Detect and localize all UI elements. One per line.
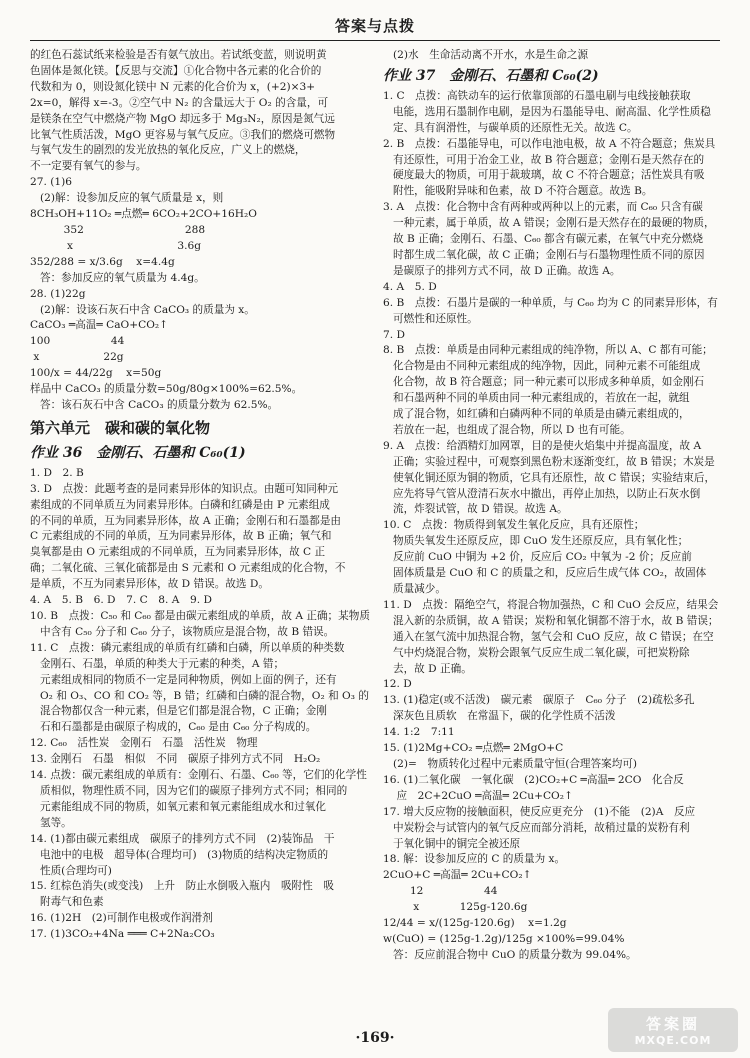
- header-title: 答案与点拨: [334, 16, 415, 35]
- text-line: 的不同的单质，互为同素异形体，故 A 正确；金刚石和石墨都是由: [30, 514, 342, 527]
- text-line: 性质(合理均可): [40, 864, 112, 877]
- equation-line: 12/44 = x/(125g-120.6g) x=1.2g: [383, 917, 567, 930]
- text-line: 反应前 CuO 中铜为 +2 价，反应后 CO₂ 中氧为 -2 价；反应前: [393, 551, 692, 564]
- equation-line: x 3.6g: [30, 239, 202, 252]
- page-header: [30, 10, 720, 41]
- equation-line: w(CuO) = (125g-1.2g)/125g ×100%=99.04%: [383, 932, 625, 945]
- text-line: 气中灼烧混合物，炭粉会跟氧气反应生成二氧化碳，可把炭粉除: [393, 646, 690, 659]
- text-line: 4. A 5. D: [383, 280, 437, 293]
- text-line: 电池中的电极 超导体(合理均可) (3)物质的结构决定物质的: [40, 848, 329, 861]
- text-line: 27. (1)6: [30, 176, 72, 189]
- text-line: 于氧化铜中的铜完全被还原: [393, 837, 521, 850]
- text-line: 12. D: [383, 678, 412, 691]
- text-line: 色固体是氮化镁。【反思与交流】①化合物中各元素的化合价的: [30, 64, 322, 77]
- text-line: 代数和为 0，则设氮化镁中 N 元素的化合价为 x，(+2)×3+: [30, 80, 316, 93]
- text-line: 12. C₆₀ 活性炭 金刚石 石墨 活性炭 物理: [30, 737, 258, 750]
- text-line: 2. B 点拨：石墨能导电，可以作电池电极，故 A 不符合题意；焦炭具: [383, 137, 716, 150]
- page-number: ·169·: [355, 1030, 395, 1046]
- text-line: 若放在一起，也组成了混合物，所以 D 也有可能。: [393, 423, 631, 436]
- text-line: 是碳原子的排列方式不同，故 D 正确。故选 A。: [393, 264, 621, 277]
- text-line: 13. (1)稳定(或不活泼) 碳元素 碳原子 C₆₀ 分子 (2)疏松多孔: [383, 694, 695, 707]
- text-line: 的红色石蕊试纸来检验是否有氨气放出。若试纸变蓝，则说明黄: [30, 49, 327, 61]
- text-line: 有还原性，可用于冶金工业，故 B 符合题意；金刚石是天然存在的: [393, 153, 705, 166]
- text-line: 臭氧都是由 O 元素组成的不同单质，互为同素异形体，故 C 正: [30, 546, 326, 559]
- text-line: 3. D 点拨：此题考查的是同素异形体的知识点。由题可知同种元: [30, 482, 338, 495]
- watermark-title: 答案圈: [645, 1015, 700, 1033]
- text-line: 比氧气性质活泼，MgO 更容易与氧气反应。③我们的燃烧可燃物: [30, 128, 336, 141]
- text-line: (2)水 生命活动离不开水，水是生命之源: [393, 49, 589, 61]
- text-line: 答：反应前混合物中 CuO 的质量分数为 99.04%。: [393, 948, 637, 961]
- equation-line: x 22g: [30, 351, 124, 364]
- text-line: 8. B 点拨：单质是由同种元素组成的纯净物，所以 A、C 都有可能；: [383, 344, 713, 357]
- equation-line: 应 2C+2CuO ═高温═ 2Cu+CO₂↑: [383, 789, 573, 802]
- text-line: 和石墨两种不同的单质由同一种元素组成的，若放在一起，就组: [393, 392, 690, 405]
- text-line: 10. C 点拨：物质得到氧发生氧化反应，具有还原性；: [383, 519, 645, 532]
- text-line: 化合物是由不同种元素组成的纯净物，因此，同种元素不可能组成: [393, 360, 701, 373]
- text-line: 元素组成相同的物质不一定是同种物质，例如上面的例子，还有: [40, 673, 337, 686]
- text-line: 成了混合物，如红磷和白磷两种不同的单质是由磷元素组成的，: [393, 408, 690, 421]
- text-line: 答：参加反应的氧气质量为 4.4g。: [40, 271, 205, 284]
- text-line: 14. 点拨：碳元素组成的单质有：金刚石、石墨、C₆₀ 等，它们的化学性: [30, 769, 367, 782]
- text-line: 可燃性和还原性。: [393, 312, 478, 325]
- text-line: 7. D: [383, 328, 405, 341]
- text-line: 附性，能吸附异味和色素，故 D 不符合题意。故选 B。: [393, 185, 653, 198]
- equation-line: 16. (1)二氧化碳 一氧化碳 (2)CO₂+C ═高温═ 2CO 化合反: [383, 773, 684, 786]
- equation-line: 2CuO+C ═高温═ 2Cu+CO₂↑: [383, 869, 532, 882]
- equation-line: 17. (1)3CO₂+4Na ═══ C+2Na₂CO₃: [30, 928, 215, 941]
- text-line: 确；二氧化硫、三氧化硫都是由 S 元素和 O 元素组成的化合物，不: [30, 562, 346, 575]
- equation-line: 100 44: [30, 335, 125, 348]
- text-line: 17. 增大反应物的接触面积，使反应更充分 (1)不能 (2)A 反应: [383, 805, 696, 818]
- text-line: 故 B 正确；金刚石、石墨、C₆₀ 都含有碳元素，在氧气中充分燃烧: [393, 233, 703, 246]
- equation-line: 352 288: [30, 223, 206, 236]
- site-watermark: [608, 1008, 738, 1052]
- text-line: 与氧气发生的剧烈的发光放热的氧化反应，广义上的燃烧，: [30, 144, 306, 157]
- equation-line: 样品中 CaCO₃ 的质量分数=50g/80g×100%=62.5%。: [30, 383, 303, 396]
- text-line: 答：该石灰石中含 CaCO₃ 的质量分数为 62.5%。: [40, 398, 279, 411]
- text-line: 混合物都仅含一种元素，但是它们都是混合物，C 正确；金刚: [40, 705, 327, 718]
- text-line: 通入在氢气流中加热混合物，氢气会和 CuO 反应，故 C 错误；在空: [393, 630, 714, 643]
- equation-line: 15. (1)2Mg+CO₂ ═点燃═ 2MgO+C: [383, 742, 564, 755]
- text-line: 素组成的不同单质互为同素异形体。白磷和红磷是由 P 元素组成: [30, 498, 330, 511]
- text-line: (2)解：设参加反应的氧气质量是 x，则: [40, 192, 224, 205]
- text-line: 混入新的杂质铜，故 A 错误；炭粉和氧化铜都不溶于水，故 B 错误；: [393, 614, 719, 627]
- text-line: 2x=0，解得 x=-3。②空气中 N₂ 的含量远大于 O₂ 的含量，可: [30, 96, 329, 109]
- text-line: 中含有 C₅₀ 分子和 C₆₀ 分子，该物质应是混合物，故 B 错误。: [40, 625, 335, 638]
- equation-line: x 125g-120.6g: [383, 901, 528, 914]
- text-line: 物质失氧发生还原反应，即 CuO 发生还原反应，具有氧化性；: [393, 535, 689, 548]
- text-line: 1. D 2. B: [30, 466, 84, 479]
- text-line: 28. (1)22g: [30, 287, 86, 300]
- equation-line: 8CH₃OH+11O₂ ═点燃═ 6CO₂+2CO+16H₂O: [30, 208, 257, 221]
- text-line: 10. B 点拨：C₅₀ 和 C₆₀ 都是由碳元素组成的单质，故 A 正确；某物质: [30, 610, 370, 622]
- text-line: 质量减少。: [393, 583, 446, 595]
- text-line: 4. A 5. B 6. D 7. C 8. A 9. D: [30, 594, 212, 607]
- text-line: 14. 1:2 7:11: [383, 726, 455, 739]
- text-line: (2)= 物质转化过程中元素质量守恒(合理答案均可): [393, 757, 638, 770]
- text-line: 1. C 点拨：高铁动车的运行依靠顶部的石墨电刷与电线接触获取: [383, 89, 691, 102]
- text-line: O₂ 和 O₃、CO 和 CO₂ 等，B 错；红磷和白磷的混合物，O₂ 和 O₃ 的: [40, 689, 369, 702]
- homework-heading: 作业 36 金刚石、石墨和 C₆₀(1): [30, 444, 246, 461]
- homework-heading: 作业 37 金刚石、石墨和 C₆₀(2): [383, 67, 599, 84]
- text-line: 11. D 点拨：隔绝空气，将混合物加强热，C 和 CuO 会反应，结果会: [383, 598, 719, 611]
- text-line: 附毒气和色素: [40, 896, 104, 909]
- text-line: 不一定要有氧气的参与。: [30, 160, 147, 173]
- text-line: 定、具有润滑性，与碳单质的还原性无关。故选 C。: [393, 121, 638, 134]
- text-line: 时都生成二氧化碳，故 C 正确；金刚石与石墨物理性质不同的原因: [393, 248, 705, 261]
- text-line: 11. C 点拨：磷元素组成的单质有红磷和白磷，所以单质的种类数: [30, 641, 345, 654]
- text-line: 是镁条在空气中燃烧产物 MgO 却远多于 Mg₃N₂，原因是氮气远: [30, 112, 335, 125]
- text-line: 是单质，不互为同素异形体，故 D 错误。故选 D。: [30, 578, 269, 591]
- watermark-url: MXQE.COM: [634, 1034, 712, 1047]
- text-line: 13. 金刚石 石墨 相似 不同 碳原子排列方式不同 H₂O₂: [30, 753, 321, 766]
- text-line: 3. A 点拨：化合物中含有两种或两种以上的元素，而 C₆₀ 只含有碳: [383, 201, 703, 214]
- text-line: 9. A 点拨：给酒精灯加网罩，目的是使火焰集中并提高温度，故 A: [383, 439, 702, 452]
- text-line: 深灰色且质软 在常温下，碳的化学性质不活泼: [393, 710, 616, 723]
- text-line: C 元素组成的不同的单质，互为同素异形体，故 B 正确；氧气和: [30, 530, 332, 543]
- text-line: 流，炸裂试管，故 D 错误。故选 A。: [393, 503, 568, 516]
- text-line: 电能，选用石墨制作电刷，是因为石墨能导电、耐高温、化学性质稳: [393, 105, 711, 118]
- text-line: 14. (1)都由碳元素组成 碳原子的排列方式不同 (2)装饰品 干: [30, 832, 335, 845]
- left-column: [30, 48, 373, 1020]
- text-line: 15. 红棕色消失(或变浅) 上升 防止水倒吸入瓶内 吸附性 吸: [30, 880, 334, 893]
- text-line: 质相似，物理性质不同，因为它们的碳原子排列方式不同；相同的: [40, 784, 348, 797]
- text-line: 中炭粉会与试管内的氧气反应而部分消耗，故稍过量的炭粉有利: [393, 821, 690, 834]
- text-line: 正确；实验过程中，可观察到黑色粉末逐渐变红，故 B 错误；木炭是: [393, 455, 715, 468]
- text-line: 金刚石、石墨，单质的种类大于元素的种类，A 错；: [40, 657, 285, 670]
- text-line: 氢等。: [40, 816, 72, 829]
- text-line: (2)解：设该石灰石中含 CaCO₃ 的质量为 x。: [40, 303, 255, 316]
- right-column: [383, 48, 726, 1020]
- text-line: 使氧化铜还原为铜的物质，它具有还原性，故 C 错误；实验结束后，: [393, 471, 716, 484]
- equation-line: 352/288 = x/3.6g x=4.4g: [30, 255, 175, 268]
- text-line: 6. B 点拨：石墨片是碳的一种单质，与 C₆₀ 均为 C 的同素异形体，有: [383, 296, 718, 309]
- unit-heading: 第六单元 碳和碳的氧化物: [30, 418, 211, 437]
- text-line: 16. (1)2H (2)可制作电极或作润滑剂: [30, 912, 213, 925]
- text-line: 化合物，故 B 符合题意；同一种元素可以形成多种单质，如金刚石: [393, 376, 705, 389]
- text-line: 硬度最大的物质，可用于裁玻璃，故 C 不符合题意；活性炭具有吸: [393, 169, 705, 182]
- text-line: 元素能组成不同的物质，如氧元素和氧元素能组成水和过氧化: [40, 800, 327, 813]
- two-column-body: [30, 48, 726, 1020]
- equation-line: 12 44: [383, 885, 498, 898]
- text-line: 一种元素，属于单质，故 A 错误；金刚石是天然存在的最硬的物质，: [393, 217, 715, 230]
- equation-line: 100/x = 44/22g x=50g: [30, 367, 162, 380]
- text-line: 应先将导气管从澄清石灰水中撤出，再停止加热，以防止石灰水倒: [393, 487, 701, 500]
- text-line: 去，故 D 正确。: [393, 662, 472, 675]
- equation-line: CaCO₃ ═高温═ CaO+CO₂↑: [30, 319, 169, 332]
- text-line: 固体质量是 CuO 和 C 的质量之和，反应后生成气体 CO₂，故固体: [393, 567, 707, 580]
- text-line: 石和石墨都是由碳原子构成的，C₆₀ 是由 C₆₀ 分子构成的。: [40, 721, 317, 734]
- text-line: 18. 解：设参加反应的 C 的质量为 x。: [383, 853, 566, 866]
